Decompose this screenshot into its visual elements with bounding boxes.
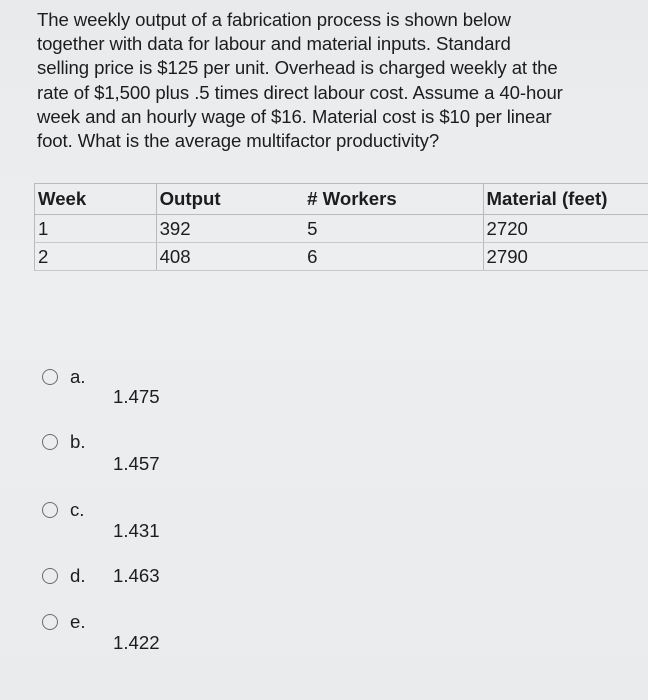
option-e[interactable] — [42, 611, 110, 633]
option-c-value: 1.431 — [113, 520, 160, 541]
table-row — [35, 243, 648, 271]
option-b-value: 1.457 — [113, 453, 160, 474]
option-b-letter: b. — [70, 431, 86, 452]
option-c[interactable] — [42, 499, 110, 521]
radio-e[interactable] — [42, 614, 58, 630]
cell-week: 1 — [35, 215, 157, 243]
question-line: rate of $1,500 plus .5 times direct labour cost. Assume a 40-hour — [37, 81, 563, 103]
cell-workers: 6 — [304, 243, 483, 271]
cell-material: 2720 — [483, 215, 648, 243]
option-d-value: 1.463 — [113, 565, 160, 586]
header-workers: # Workers — [304, 184, 483, 215]
question-line: week and an hourly wage of $16. Material cost is $10 per linear — [37, 105, 552, 127]
question-line: foot. What is the average multifactor productivity? — [37, 130, 440, 152]
header-week: Week — [35, 184, 157, 215]
radio-a[interactable] — [42, 369, 58, 385]
question-line: The weekly output of a fabrication process is shown below — [37, 9, 511, 30]
question-line: together with data for labour and material inputs. Standard — [37, 33, 511, 55]
header-output: Output — [156, 184, 304, 215]
option-c-letter: c. — [70, 499, 85, 520]
cell-output: 408 — [156, 243, 304, 271]
header-material: Material (feet) — [483, 184, 648, 215]
option-b[interactable] — [42, 431, 110, 453]
option-a-value: 1.475 — [113, 386, 160, 407]
radio-c[interactable] — [42, 502, 58, 518]
option-d[interactable] — [42, 565, 110, 587]
table-row — [35, 215, 648, 243]
cell-output: 392 — [156, 215, 304, 243]
radio-b[interactable] — [42, 434, 58, 450]
option-d-letter: d. — [70, 565, 86, 586]
data-table — [34, 183, 648, 271]
cell-workers: 5 — [304, 215, 483, 243]
table-header-row — [35, 184, 648, 215]
cell-material: 2790 — [483, 243, 648, 271]
cell-week: 2 — [35, 243, 157, 271]
radio-d[interactable] — [42, 568, 58, 584]
option-a[interactable] — [42, 366, 110, 388]
option-e-letter: e. — [70, 611, 86, 632]
option-a-letter: a. — [70, 366, 86, 387]
question-line: selling price is $125 per unit. Overhead is charged weekly at the — [37, 57, 558, 79]
question-text — [37, 8, 642, 153]
option-e-value: 1.422 — [113, 632, 160, 653]
